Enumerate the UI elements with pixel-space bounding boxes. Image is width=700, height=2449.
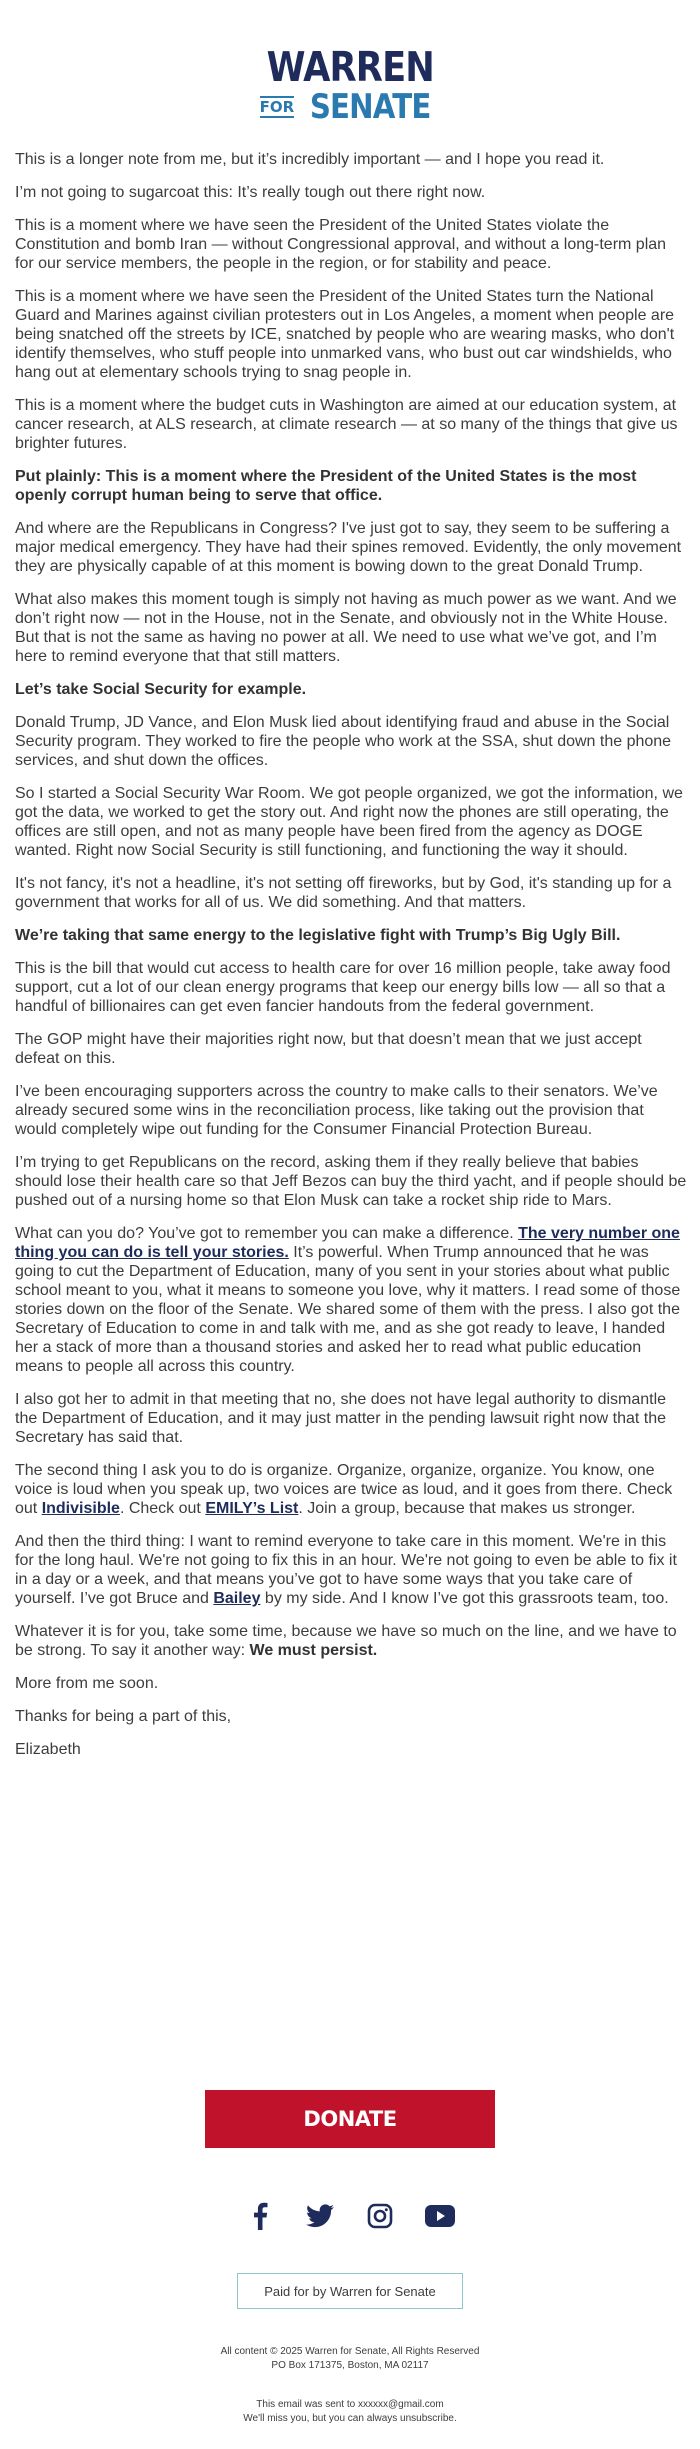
letter-body	[15, 150, 687, 1773]
paragraph	[15, 1461, 687, 1518]
paragraph: And where are the Republicans in Congress? I've just got to say, they seem to be suffering a major medical emergency. They have had their spines removed. Evidently, the only movement they are physically capable of at this moment is bowing down to the great Donald Trump.	[15, 520, 682, 575]
text: . Check out	[119, 1500, 206, 1517]
bold-text: We must persist.	[249, 1642, 378, 1659]
text: The second thing I ask you to do is organize. Organize, organize, organize. You know, one voice is loud when you speak up, two voices are twice as loud, and it goes from there. Check out	[15, 1462, 673, 1517]
paragraph: I’m not going to sugarcoat this: It’s really tough out there right now.	[15, 184, 486, 201]
bold-text: Let’s take Social Security for example.	[15, 681, 307, 698]
donate-button[interactable]: DONATE	[205, 2090, 495, 2148]
paragraph: This is a moment where the budget cuts in Washington are aimed at our education system, at cancer research, at ALS research, at climate research — at so many of the things that give us brighter futures.	[15, 397, 678, 452]
text: What can you do? You’ve got to remember you can make a difference.	[15, 1225, 519, 1242]
paragraph: I also got her to admit in that meeting that no, she does not have legal authority to dismantle the Department of Education, and it may just matter in the pending lawsuit right now that the Secretary has said that.	[15, 1391, 667, 1446]
text: by my side. And I know I’ve got this grassroots team, too.	[260, 1590, 669, 1607]
paragraph-bold	[15, 926, 687, 945]
social-links	[0, 2201, 700, 2231]
paragraph: This is a moment where we have seen the President of the United States violate the Constitution and bomb Iran — without Congressional approval, and without a long-term plan for our service members, the people in the region, or for stability and peace.	[15, 217, 667, 272]
footer-copyright: All content © 2025 Warren for Senate, All Rights Reserved	[220, 2346, 480, 2357]
text: And then the third thing: I want to remind everyone to take care in this moment. We're in this for the long haul. We're not going to fix this in an hour. We're not going to even be able to fix it in a day or a week, and that means you’ve got to have some ways that you take care of yourself. I’ve got Bruce and	[15, 1533, 677, 1607]
facebook-icon[interactable]	[245, 2201, 275, 2231]
text: Whatever it is for you, take some time, because we have so much on the line, and we have to be strong. To say it another way:	[15, 1623, 677, 1659]
text: It’s powerful. When Trump announced that he was going to cut the Department of Education, many of you sent in your stories about what public school meant to you, what it means to someone you love, why it matters. I read some of those stories down on the floor of the Senate. We shared some of them with the press. I also got the Secretary of Education to come in and talk with me, and as she got ready to leave, I handed her a stack of more than a thousand stories and asked her to read what public education means to people all across this country.	[15, 1244, 681, 1375]
paragraph	[15, 1532, 687, 1608]
paragraph: It's not fancy, it's not a headline, it's not setting off fireworks, but by God, it's standing up for a government that works for all of us. We did something. And that matters.	[15, 875, 672, 911]
instagram-icon[interactable]	[365, 2201, 395, 2231]
footer-sent-to: This email was sent to xxxxxx@gmail.com	[256, 2399, 444, 2410]
paragraph: More from me soon.	[15, 1675, 159, 1692]
paragraph: Thanks for being a part of this,	[15, 1708, 232, 1725]
paragraph: So I started a Social Security War Room. We got people organized, we got the information, we got the data, we worked to get the story out. And right now the phones are still operating, the offices are still open, and not as many people have been fired from the agency as DOGE wanted. Right now Social Security is still functioning, and functioning the way it should.	[15, 785, 683, 859]
indivisible-link[interactable]: Indivisible	[41, 1500, 120, 1517]
youtube-icon[interactable]	[425, 2201, 455, 2231]
paragraph-bold	[15, 467, 687, 505]
paragraph: I’m trying to get Republicans on the record, asking them if they really believe that babies should lose their health care so that Jeff Bezos can buy the third yacht, and if people should be pushed out of a nursing home so that Elon Musk can take a rocket ship ride to Mars.	[15, 1154, 687, 1209]
paragraph: This is a moment where we have seen the President of the United States turn the National Guard and Marines against civilian protesters out in Los Angeles, a moment when people are being snatched off the streets by ICE, snatched by people who are wearing masks, who don't identify themselves, who stuff people into unmarked vans, who bust out car windshields, who hang out at elementary schools trying to snag people in.	[15, 288, 675, 381]
paragraph: What also makes this moment tough is simply not having as much power as we want. And we don’t right now — not in the House, not in the Senate, and obviously not in the White House. But that is not the same as having no power at all. We need to use what we’ve got, and I’m here to remind everyone that that still matters.	[15, 591, 677, 665]
footer-address: PO Box 171375, Boston, MA 02117	[271, 2360, 429, 2371]
paragraph: I’ve been encouraging supporters across the country to make calls to their senators. We’ve already secured some wins in the reconciliation process, like taking out the provision that would completely wipe out funding for the Consumer Financial Protection Bureau.	[15, 1083, 658, 1138]
paragraph	[15, 1224, 687, 1376]
paragraph: The GOP might have their majorities right now, but that doesn’t mean that we just accept defeat on this.	[15, 1031, 642, 1067]
warren-for-senate-logo[interactable]	[0, 43, 700, 127]
signature: Elizabeth	[15, 1741, 81, 1758]
paragraph	[15, 1622, 687, 1660]
paragraph-bold	[15, 680, 687, 699]
paragraph: This is the bill that would cut access to health care for over 16 million people, take away food support, cut a lot of our clean energy programs that keep our energy bills low — all so that a handful of billionaires can get even fancier handouts from the federal government.	[15, 960, 671, 1015]
bold-text: Put plainly: This is a moment where the President of the United States is the most openly corrupt human being to serve that office.	[15, 468, 637, 504]
paid-for-disclaimer: Paid for by Warren for Senate	[237, 2273, 463, 2309]
twitter-icon[interactable]	[305, 2201, 335, 2231]
logo-warren: WARREN	[266, 43, 434, 91]
logo-senate: SENATE	[309, 87, 431, 127]
bailey-link[interactable]: Bailey	[213, 1590, 261, 1607]
bold-text: We’re taking that same energy to the legislative fight with Trump’s Big Ugly Bill.	[15, 927, 621, 944]
logo-for: FOR	[259, 98, 295, 116]
emilys-list-link[interactable]: EMILY’s List	[205, 1500, 299, 1517]
paragraph: Donald Trump, JD Vance, and Elon Musk lied about identifying fraud and abuse in the Social Security program. They worked to fire the people who work at the SSA, shut down the phone services, and shut down the offices.	[15, 714, 672, 769]
footer-unsubscribe[interactable]: We'll miss you, but you can always unsubscribe.	[243, 2413, 457, 2424]
tell-your-stories-link[interactable]: The very number one thing you can do is tell your stories.	[15, 1225, 680, 1261]
text: . Join a group, because that makes us stronger.	[298, 1500, 636, 1517]
paragraph: This is a longer note from me, but it’s incredibly important — and I hope you read it.	[15, 151, 605, 168]
